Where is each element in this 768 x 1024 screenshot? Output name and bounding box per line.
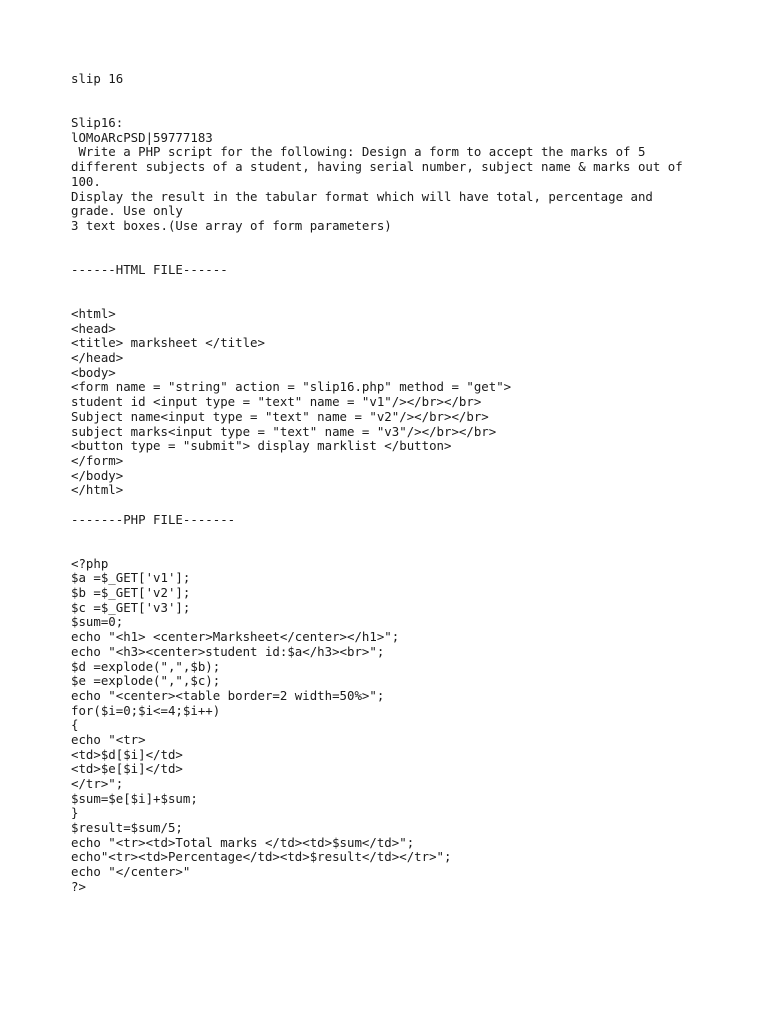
spacer — [71, 498, 731, 513]
spacer — [71, 542, 731, 557]
code-line: $e =explode(",",$c); — [71, 673, 221, 689]
question-line: different subjects of a student, having serial number, subject name & marks out of — [71, 159, 683, 175]
code-line: $c =$_GET['v3']; — [71, 599, 191, 615]
spacer — [71, 87, 731, 102]
php-section-label: -------PHP FILE------- — [71, 511, 236, 527]
spacer — [71, 234, 731, 249]
question-line: grade. Use only — [71, 203, 183, 219]
code-line: </tr>"; — [71, 776, 124, 791]
code-line: echo "<h3><center>student id:$a</h3><br>"; — [71, 643, 385, 659]
spacer — [71, 101, 731, 116]
question-line: Slip16: — [71, 115, 124, 131]
html-code-block — [71, 307, 731, 498]
code-line: subject marks<input type = "text" name = "v3"/></br></br> — [71, 423, 497, 439]
question-line: Display the result in the tabular format which will have total, percentage and — [71, 188, 653, 204]
code-line: { — [71, 717, 79, 733]
spacer — [71, 527, 731, 542]
spacer — [71, 248, 731, 263]
code-line: <title> marksheet </title> — [71, 335, 265, 351]
code-line: <head> — [71, 320, 116, 336]
code-line: <td>$e[$i]</td> — [71, 761, 183, 777]
code-line: <button type = "submit"> display marklist </button> — [71, 438, 452, 454]
code-line: $result=$sum/5; — [71, 820, 183, 836]
code-line: echo "<tr><td>Total marks </td><td>$sum</td>"; — [71, 834, 415, 850]
code-line: <?php — [71, 555, 109, 571]
code-line: $sum=$e[$i]+$sum; — [71, 790, 198, 806]
code-line: echo "</center>" — [71, 864, 191, 880]
spacer — [71, 278, 731, 293]
document-heading: slip 16 — [71, 71, 124, 86]
code-line: </form> — [71, 452, 124, 468]
code-line: Subject name<input type = "text" name = "v2"/></br></br> — [71, 408, 489, 424]
code-line: $a =$_GET['v1']; — [71, 570, 191, 586]
code-line: $d =explode(",",$b); — [71, 658, 221, 674]
code-line: </body> — [71, 467, 124, 483]
code-line: echo "<tr> — [71, 731, 146, 747]
code-line: $sum=0; — [71, 614, 124, 630]
code-line: $b =$_GET['v2']; — [71, 585, 191, 601]
code-line: <td>$d[$i]</td> — [71, 746, 183, 762]
spacer — [71, 292, 731, 307]
code-line: echo "<h1> <center>Marksheet</center></h1>"; — [71, 629, 400, 645]
code-line: <body> — [71, 364, 116, 380]
question-line: 3 text boxes.(Use array of form parameters) — [71, 217, 392, 233]
code-line: <form name = "string" action = "slip16.php" method = "get"> — [71, 379, 512, 395]
code-line: echo "<center><table border=2 width=50%>"; — [71, 687, 385, 703]
html-section-label: ------HTML FILE------ — [71, 261, 228, 277]
document-page — [71, 72, 731, 895]
question-line: Write a PHP script for the following: Design a form to accept the marks of 5 — [71, 144, 646, 160]
question-line: lOMoARcPSD|59777183 — [71, 129, 213, 145]
code-line: </head> — [71, 350, 124, 366]
question-text — [71, 116, 731, 234]
code-line: <html> — [71, 306, 116, 321]
code-line: ?> — [71, 878, 86, 894]
question-line: 100. — [71, 173, 101, 189]
code-line: student id <input type = "text" name = "v1"/></br></br> — [71, 394, 482, 410]
code-line: </html> — [71, 482, 124, 498]
code-line: } — [71, 805, 79, 821]
code-line: for($i=0;$i<=4;$i++) — [71, 702, 221, 718]
php-code-block — [71, 557, 731, 895]
code-line: echo"<tr><td>Percentage</td><td>$result</td></tr>"; — [71, 849, 452, 865]
